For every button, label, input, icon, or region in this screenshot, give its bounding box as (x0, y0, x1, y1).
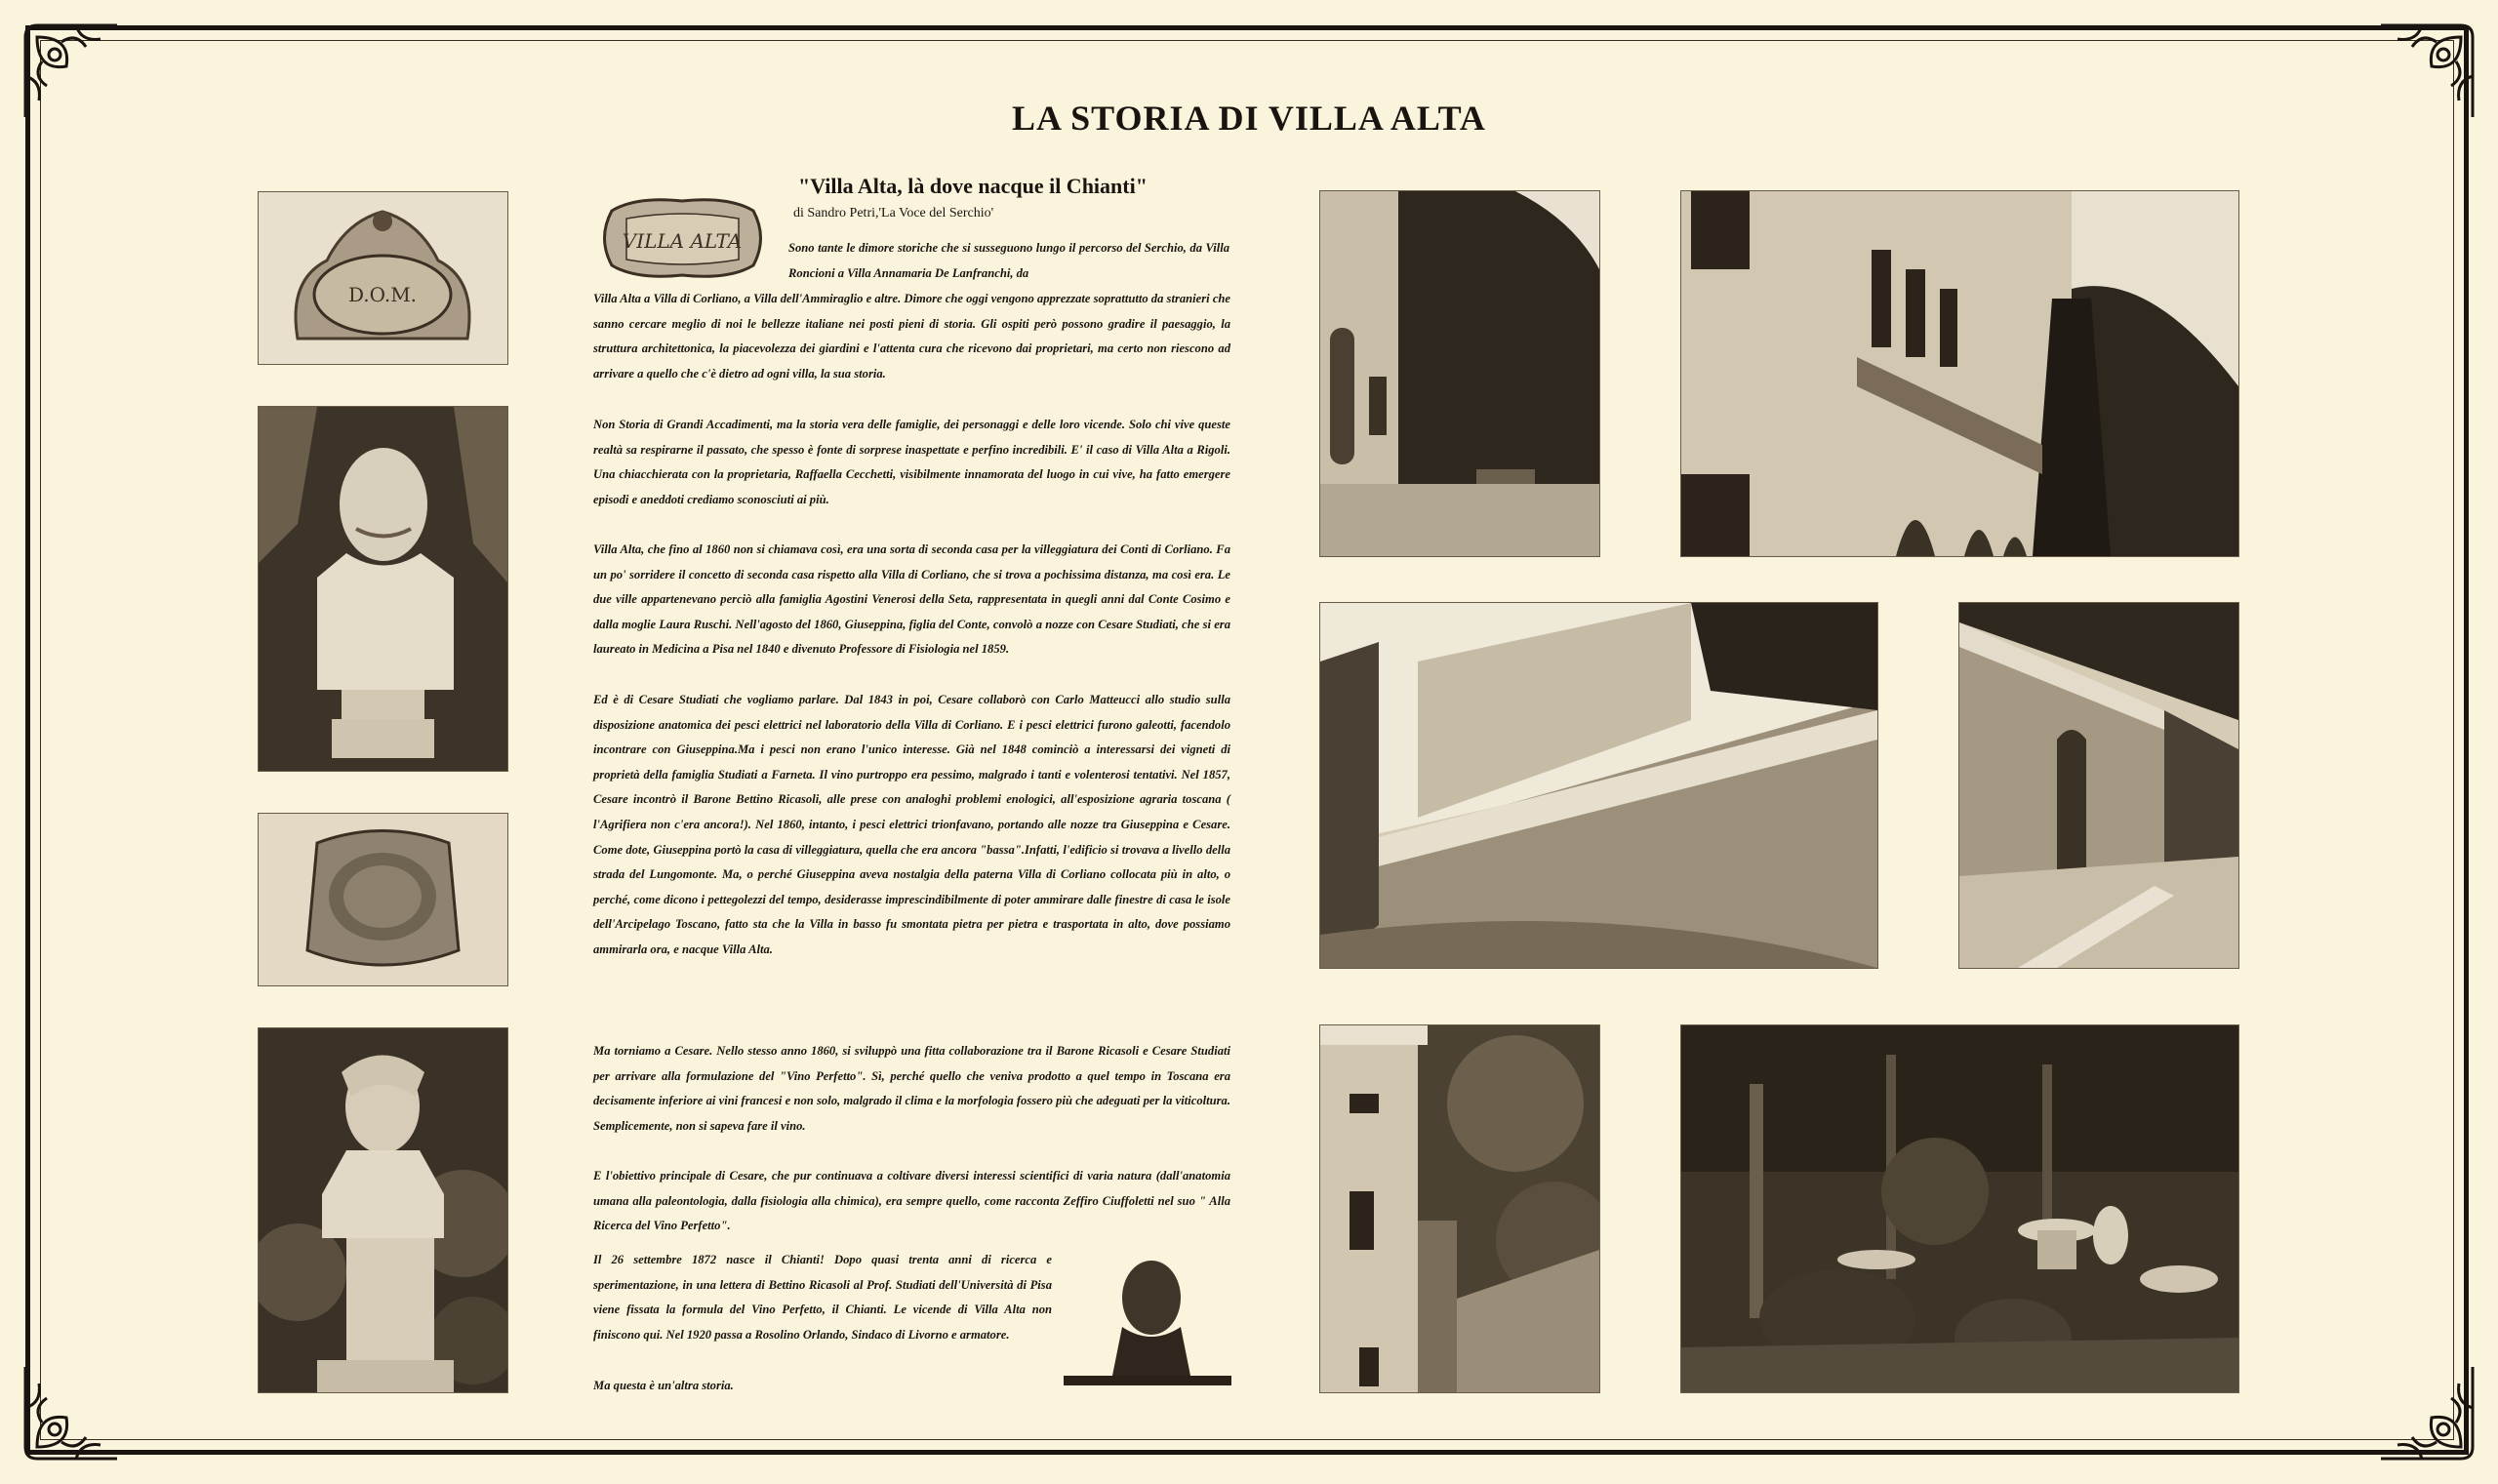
villa-photo-staircase (1958, 602, 2239, 969)
plaque-text: D.O.M. (347, 283, 418, 306)
article-closing: Ma questa è un'altra storia. (593, 1379, 734, 1392)
article-paragraph: E l'obiettivo principale di Cesare, che pur continuava a coltivare diversi interessi scientifici di varia natura (dall'anatomia umana alla paleontologia, dalla fisiologia alla chimica), era sempre quello, come racconta Zeffiro Ciuffoletti nel suo " Alla Ricerca del Vino Perfetto". (593, 1169, 1230, 1233)
villa-photo-sidewall (1319, 1024, 1600, 1393)
cartouche-text: VILLA ALTA (622, 229, 743, 253)
villa-alta-cartouche (597, 191, 768, 285)
article-paragraph: Non Storia di Grandi Accadimenti, ma la storia vera delle famiglie, dei personaggi e delle loro vicende. Solo chi vive queste realtà sa respirarne il passato, che spesso è fonte di sorprese inaspettate e perfino incredibili. E' il caso di Villa Alta a Rigoli. Una chiacchierata con la proprietaria, Raffaella Cecchetti, visibilmente innamorata del luogo in cui vive, ha fatto emergere episodi e aneddoti crediamo sconosciuti ai più. (593, 418, 1230, 506)
bust-photo-small (1064, 1249, 1231, 1393)
bust-photo-woman (258, 1027, 508, 1393)
article-paragraph: Sono tante le dimore storiche che si susseguono lungo il percorso del Serchio, da Villa Roncioni a Villa Annamaria De Lanfranchi, da (788, 241, 1229, 280)
article-paragraph: Villa Alta a Villa di Corliano, a Villa dell'Ammiraglio e altre. Dimore che oggi vengono apprezzate soprattutto da stranieri che sanno cercare meglio di noi le bellezze italiane nei posti pieni di storia. Gli ospiti però possono gradire il paesaggio, la struttura architettonica, la piacevolezza dei giardini e l'attenta cura che ricevono dai proprietari, ma certo non riescono ad arrivare a quello che c'è dietro ad ogni villa, la sua storia. (593, 292, 1230, 381)
article-paragraph: Ed è di Cesare Studiati che vogliamo parlare. Dal 1843 in poi, Cesare collaborò con Carlo Matteucci allo studio sulla disposizione anatomica dei pesci elettrici nel laboratorio della Villa di Corliano. E i pesci elettrici furono galeotti, facendolo incontrare con Giuseppina.Ma i pesci non erano l'unico interesse. Già nel 1848 cominciò a interessarsi dei vigneti di proprietà della famiglia Studiati a Farneta. Il vino purtroppo era pessimo, malgrado i tanti e volenterosi tentativi. Nel 1857, Cesare incontrò il Barone Bettino Ricasoli, alle prese con analoghi problemi enologici, all'esposizione agraria toscana ( l'Agrifiera non c'era ancora!). Nel 1860, intanto, i pesci elettrici trionfavano, portando alle nozze tra Giuseppina e Cesare. Come dote, Giuseppina portò la casa di villeggiatura, quella che era ancora "bassa".Infatti, l'edificio si trovava a livello della strada del Lungomonte. Ma, o perché Giuseppina aveva nostalgia della paterna Villa di Corliano collocata più in alto, o perché, come dicono i pettegolezzi del tempo, desiderasse imprescindibilmente di poter ammirare dalle finestre di casa le isole dell'Arcipelago Toscano, fatto sta che la Villa in basso fu smontata pietra per pietra e trasportata in alto, dove possiamo ammirarla ora, e nacque Villa Alta. (593, 693, 1230, 956)
article-byline: di Sandro Petri,'La Voce del Serchio' (793, 206, 994, 221)
corner-ornament-icon (2373, 1359, 2480, 1466)
article-paragraph: Il 26 settembre 1872 nasce il Chianti! Dopo quasi trenta anni di ricerca e sperimentazione, in una lettera di Bettino Ricasoli al Prof. Studiati dell'Università di Pisa viene fissata la formula del Vino Perfetto, il Chianti. Le vicende di Villa Alta non finiscono qui. Nel 1920 passa a Rosolino Orlando, Sindaco di Livorno e armatore. (593, 1253, 1052, 1342)
article-paragraph: Villa Alta, che fino al 1860 non si chiamava così, era una sorta di seconda casa per la villeggiatura dei Conti di Corliano. Fa un po' sorridere il concetto di seconda casa rispetto alla Villa di Corliano, che si trova a pochissima distanza, ma così era. Le due ville appartenevano perciò alla famiglia Agostini Venerosi della Seta, rappresentata in quegli anni dal Conte Cosimo e dalla moglie Laura Ruschi. Nell'agosto del 1860, Giuseppina, figlia del Conte, convolò a nozze con Cesare Studiati, che si era laureato in Medicina a Pisa nel 1840 e divenuto Professore di Fisiologia nel 1859. (593, 542, 1230, 657)
villa-photo-courtyard (1319, 190, 1600, 557)
villa-photo-balustrade (1319, 602, 1878, 969)
article-title: "Villa Alta, là dove nacque il Chianti" (798, 174, 1148, 198)
plaque-photo (258, 191, 508, 365)
villa-photo-garden (1680, 1024, 2239, 1393)
article-paragraph: Ma torniamo a Cesare. Nello stesso anno 1860, si sviluppò una fitta collaborazione tra il Barone Ricasoli e Cesare Studiati per arrivare alla formulazione del "Vino Perfetto". Sì, perché quello che veniva prodotto a quel tempo in Toscana era decisamente inferiore ai vini francesi e non solo, malgrado il clima e la morfologia fossero più che adeguati per la viticoltura. Semplicemente, non si sapeva fare il vino. (593, 1044, 1230, 1133)
villa-photo-facade (1680, 190, 2239, 557)
crest-photo (258, 813, 508, 986)
bust-photo-man (258, 406, 508, 772)
corner-ornament-icon (18, 1359, 125, 1466)
page-title: LA STORIA DI VILLA ALTA (1012, 99, 1486, 138)
